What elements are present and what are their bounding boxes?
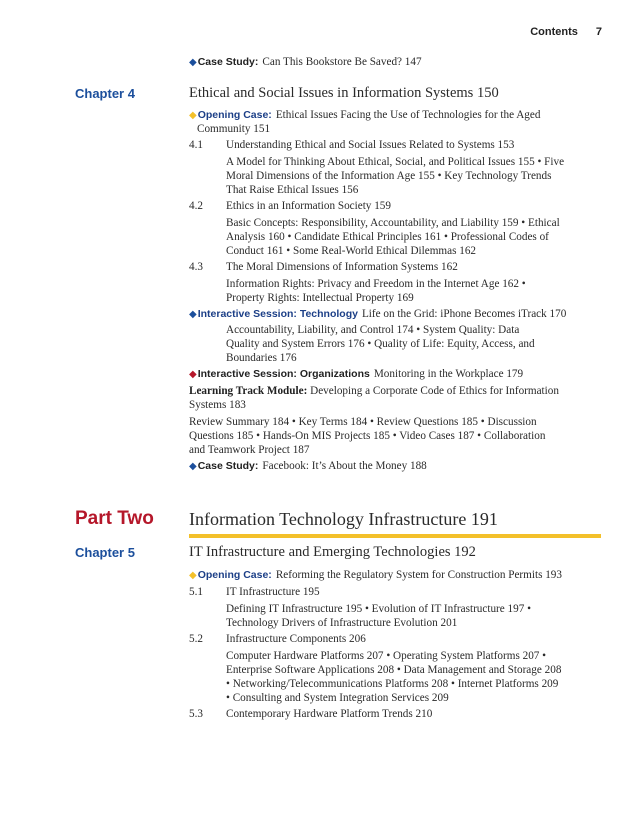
learning-track-module[interactable] xyxy=(189,384,559,399)
section-detail: • Networking/Telecommunications Platforms 208 • Internet Platforms 209 xyxy=(226,678,559,690)
learning-track-text-cont: Systems 183 xyxy=(189,399,246,411)
chapter-4-title[interactable]: Ethical and Social Issues in Information Systems 150 xyxy=(189,85,499,101)
section-5-1-title[interactable]: IT Infrastructure 195 xyxy=(226,586,320,598)
case-study-label: Case Study: xyxy=(197,460,259,472)
header-label: Contents xyxy=(530,26,578,38)
section-detail: Computer Hardware Platforms 207 • Operating System Platforms 207 • xyxy=(226,650,547,662)
diamond-bullet-icon: ◆ xyxy=(189,110,197,121)
interactive-session-label: Interactive Session: Organizations xyxy=(197,368,370,380)
section-detail: That Raise Ethical Issues 156 xyxy=(226,184,359,196)
section-detail: Enterprise Software Applications 208 • Data Management and Storage 208 xyxy=(226,664,562,676)
interactive-session-text: Life on the Grid: iPhone Becomes iTrack 170 xyxy=(361,308,567,320)
section-detail: Analysis 160 • Candidate Ethical Principles 161 • Professional Codes of xyxy=(226,231,549,243)
review-line: Review Summary 184 • Key Terms 184 • Review Questions 185 • Discussion xyxy=(189,416,537,428)
section-number: 4.3 xyxy=(189,261,203,273)
section-number: 4.1 xyxy=(189,139,203,151)
case-study-label: Case Study: xyxy=(197,56,259,68)
review-line: Questions 185 • Hands-On MIS Projects 185 • Video Cases 187 • Collaboration xyxy=(189,430,546,442)
section-4-2-title[interactable]: Ethics in an Information Society 159 xyxy=(226,200,391,212)
section-5-2-title[interactable]: Infrastructure Components 206 xyxy=(226,633,366,645)
section-detail: • Consulting and System Integration Services 209 xyxy=(226,692,449,704)
diamond-bullet-icon: ◆ xyxy=(189,57,197,68)
diamond-bullet-icon: ◆ xyxy=(189,369,197,380)
section-4-3-title[interactable]: The Moral Dimensions of Information Systems 162 xyxy=(226,261,458,273)
case-study-entry[interactable] xyxy=(189,55,422,71)
opening-case-text: Reforming the Regulatory System for Construction Permits 193 xyxy=(275,569,562,581)
case-study-entry[interactable] xyxy=(189,459,427,475)
interactive-session-label: Interactive Session: Technology xyxy=(197,308,358,320)
chapter-4-label: Chapter 4 xyxy=(75,86,135,101)
section-detail: Boundaries 176 xyxy=(226,352,297,364)
opening-case-text-cont: Community 151 xyxy=(197,123,271,135)
section-detail: Defining IT Infrastructure 195 • Evolution of IT Infrastructure 197 • xyxy=(226,603,532,615)
page-number: 7 xyxy=(595,26,602,38)
section-5-3-title[interactable]: Contemporary Hardware Platform Trends 210 xyxy=(226,708,433,720)
interactive-session-text: Monitoring in the Workplace 179 xyxy=(373,368,524,380)
opening-case-text: Ethical Issues Facing the Use of Technologies for the Aged xyxy=(275,109,541,121)
interactive-session-technology[interactable] xyxy=(189,307,566,323)
section-detail: Moral Dimensions of the Information Age 155 • Key Technology Trends xyxy=(226,170,552,182)
chapter-5-label: Chapter 5 xyxy=(75,545,135,560)
learning-track-label: Learning Track Module: xyxy=(189,385,308,397)
chapter-5-title[interactable]: IT Infrastructure and Emerging Technologies 192 xyxy=(189,544,476,560)
opening-case-label: Opening Case: xyxy=(197,109,272,121)
diamond-bullet-icon: ◆ xyxy=(189,461,197,472)
part-two-label: Part Two xyxy=(75,508,154,529)
interactive-session-organizations[interactable] xyxy=(189,367,523,383)
section-detail: Quality and System Errors 176 • Quality of Life: Equity, Access, and xyxy=(226,338,535,350)
learning-track-text: Developing a Corporate Code of Ethics for Information xyxy=(310,385,559,397)
diamond-bullet-icon: ◆ xyxy=(189,570,197,581)
section-detail: Property Rights: Intellectual Property 169 xyxy=(226,292,414,304)
section-4-1-title[interactable]: Understanding Ethical and Social Issues Related to Systems 153 xyxy=(226,139,515,151)
section-detail: Technology Drivers of Infrastructure Evolution 201 xyxy=(226,617,458,629)
case-study-text: Facebook: It’s About the Money 188 xyxy=(262,460,427,472)
diamond-bullet-icon: ◆ xyxy=(189,309,197,320)
review-line: and Teamwork Project 187 xyxy=(189,444,310,456)
section-detail: Conduct 161 • Some Real-World Ethical Dilemmas 162 xyxy=(226,245,477,257)
running-header xyxy=(530,26,602,38)
section-detail: Accountability, Liability, and Control 174 • System Quality: Data xyxy=(226,324,520,336)
section-number: 5.1 xyxy=(189,586,203,598)
opening-case-label: Opening Case: xyxy=(197,569,272,581)
case-study-text: Can This Bookstore Be Saved? 147 xyxy=(262,56,422,68)
section-detail: A Model for Thinking About Ethical, Social, and Political Issues 155 • Five xyxy=(226,156,565,168)
opening-case-entry[interactable] xyxy=(189,568,562,584)
section-number: 5.2 xyxy=(189,633,203,645)
section-detail: Information Rights: Privacy and Freedom in the Internet Age 162 • xyxy=(226,278,526,290)
section-detail: Basic Concepts: Responsibility, Accountability, and Liability 159 • Ethical xyxy=(226,217,560,229)
section-number: 5.3 xyxy=(189,708,203,720)
section-number: 4.2 xyxy=(189,200,203,212)
part-two-title[interactable]: Information Technology Infrastructure 191 xyxy=(189,509,498,529)
part-divider-rule xyxy=(189,534,601,538)
